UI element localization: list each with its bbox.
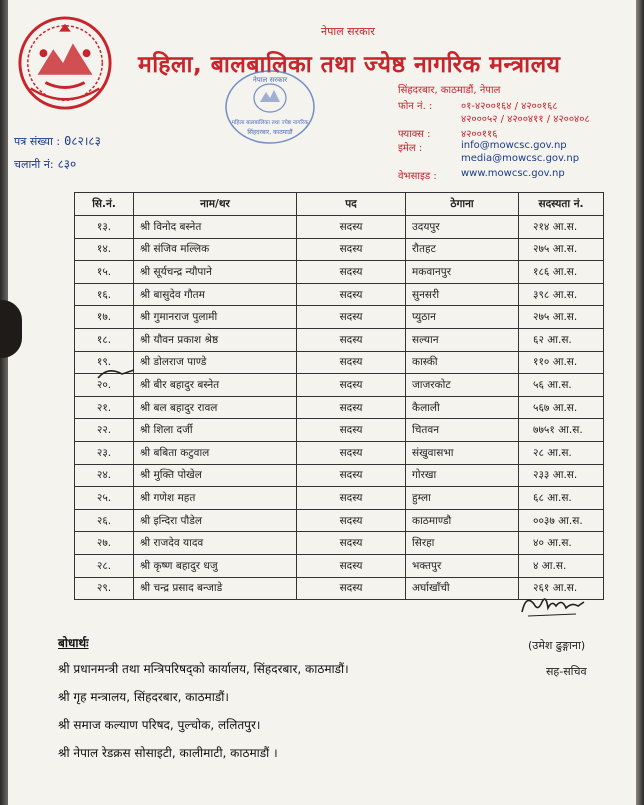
column-header-name: नाम/थर bbox=[134, 193, 297, 216]
email-label: इमेल : bbox=[398, 143, 423, 154]
post-cell: सदस्य bbox=[297, 396, 406, 419]
stamp-line-3: सिंहदरबार, काठमाडौं bbox=[247, 129, 293, 136]
members-table bbox=[74, 192, 604, 600]
serial-number-cell: १६. bbox=[75, 283, 134, 306]
serial-number-cell: २८. bbox=[75, 554, 134, 577]
membership-number-cell: ६२ आ.स. bbox=[519, 328, 604, 351]
post-cell: सदस्य bbox=[297, 487, 406, 510]
post-cell: सदस्य bbox=[297, 419, 406, 442]
serial-number-cell: २०. bbox=[75, 374, 134, 397]
column-header-post: पद bbox=[297, 193, 406, 216]
post-cell: सदस्य bbox=[297, 261, 406, 284]
membership-number-cell: २६१ आ.स. bbox=[519, 577, 604, 600]
table-row bbox=[75, 283, 604, 306]
signature-icon bbox=[518, 590, 588, 620]
serial-number-cell: २४. bbox=[75, 464, 134, 487]
cc-item-1: श्री प्रधानमन्त्री तथा मन्त्रिपरिषद्को कार्यालय, सिंहदरबार, काठमाडौं। bbox=[58, 662, 349, 676]
member-name-cell: श्री यौवन प्रकाश श्रेष्ठ bbox=[134, 328, 297, 351]
address-cell: संखुवासभा bbox=[406, 441, 519, 464]
membership-number-cell: ३९८ आ.स. bbox=[519, 283, 604, 306]
member-name-cell: श्री शिला दर्जी bbox=[134, 419, 297, 442]
fax-label: फ्याक्स : bbox=[398, 129, 431, 140]
member-name-cell: श्री संजिव मल्लिक bbox=[134, 238, 297, 261]
letter-page bbox=[6, 0, 638, 805]
table-row bbox=[75, 554, 604, 577]
member-name-cell: श्री राजदेव यादव bbox=[134, 532, 297, 555]
address-cell: हुम्ला bbox=[406, 487, 519, 510]
member-name-cell: श्री विनोद बस्नेत bbox=[134, 216, 297, 239]
office-stamp-icon bbox=[224, 68, 316, 146]
address-cell: अर्घाखाँची bbox=[406, 577, 519, 600]
serial-number-cell: १४. bbox=[75, 238, 134, 261]
table-row bbox=[75, 419, 604, 442]
membership-number-cell: ५६ आ.स. bbox=[519, 374, 604, 397]
table-row bbox=[75, 216, 604, 239]
email-info-link[interactable]: info@mowcsc.gov.np bbox=[461, 140, 567, 151]
address-cell: सल्यान bbox=[406, 328, 519, 351]
post-cell: सदस्य bbox=[297, 328, 406, 351]
table-row bbox=[75, 328, 604, 351]
serial-number-cell: २७. bbox=[75, 532, 134, 555]
address-cell: रौतहट bbox=[406, 238, 519, 261]
member-name-cell: श्री इन्दिरा पौडेल bbox=[134, 509, 297, 532]
member-name-cell: श्री बबिता कटुवाल bbox=[134, 441, 297, 464]
membership-number-cell: २८ आ.स. bbox=[519, 441, 604, 464]
post-cell: सदस्य bbox=[297, 464, 406, 487]
serial-number-cell: २६. bbox=[75, 509, 134, 532]
cc-item-2: श्री गृह मन्त्रालय, सिंहदरबार, काठमाडौं। bbox=[58, 690, 229, 704]
dispatch-number-row bbox=[14, 153, 101, 176]
serial-number-cell: २२. bbox=[75, 419, 134, 442]
table-row bbox=[75, 374, 604, 397]
photo-edge-right bbox=[636, 0, 644, 805]
dispatch-number-label: चलानी नं: bbox=[14, 158, 54, 171]
fax-number: ४२००११६ bbox=[461, 129, 498, 140]
letter-number-row bbox=[14, 130, 101, 153]
cc-item-3: श्री समाज कल्याण परिषद, पुल्चोक, ललितपुर। bbox=[58, 718, 261, 732]
serial-number-cell: १९. bbox=[75, 351, 134, 374]
address-cell: गोरखा bbox=[406, 464, 519, 487]
member-name-cell: श्री डोलराज पाण्डे bbox=[134, 351, 297, 374]
letter-number-label: पत्र संख्या : bbox=[14, 135, 61, 148]
serial-number-cell: १५. bbox=[75, 261, 134, 284]
government-title: नेपाल सरकार bbox=[321, 25, 375, 38]
member-name-cell: श्री बासुदेव गौतम bbox=[134, 283, 297, 306]
website-link[interactable]: www.mowcsc.gov.np bbox=[461, 168, 565, 179]
address-cell: काठमाण्डौ bbox=[406, 509, 519, 532]
post-cell: सदस्य bbox=[297, 351, 406, 374]
member-name-cell: श्री सूर्यचन्द्र न्यौपाने bbox=[134, 261, 297, 284]
member-name-cell: श्री कृष्ण बहादुर धजु bbox=[134, 554, 297, 577]
member-name-cell: श्री बल बहादुर रावल bbox=[134, 396, 297, 419]
letter-number: 0८२।८३ bbox=[64, 134, 101, 148]
table-row bbox=[75, 441, 604, 464]
table-row bbox=[75, 306, 604, 329]
post-cell: सदस्य bbox=[297, 532, 406, 555]
office-address: सिंहदरबार, काठमाडौं, नेपाल bbox=[398, 85, 501, 96]
membership-number-cell: २१४ आ.स. bbox=[519, 216, 604, 239]
dispatch-number: ८३० bbox=[57, 157, 77, 171]
serial-number-cell: २१. bbox=[75, 396, 134, 419]
phone-label: फोन नं. : bbox=[398, 101, 433, 112]
address-cell: सिरहा bbox=[406, 532, 519, 555]
membership-number-cell: ००३७ आ.स. bbox=[519, 509, 604, 532]
photo-edge-left bbox=[0, 0, 8, 805]
post-cell: सदस्य bbox=[297, 306, 406, 329]
signatory-title: सह-सचिव bbox=[546, 665, 587, 678]
website-label: वेभसाइड : bbox=[398, 171, 437, 182]
membership-number-cell: १८६ आ.स. bbox=[519, 261, 604, 284]
post-cell: सदस्य bbox=[297, 509, 406, 532]
address-cell: चितवन bbox=[406, 419, 519, 442]
post-cell: सदस्य bbox=[297, 216, 406, 239]
address-cell: सुनसरी bbox=[406, 283, 519, 306]
member-name-cell: श्री मुक्ति पोखेल bbox=[134, 464, 297, 487]
phone-line-1: ०१-४२००१६४ / ४२००१६८ bbox=[461, 101, 558, 112]
nepal-emblem-icon bbox=[16, 14, 114, 112]
address-cell: जाजरकोट bbox=[406, 374, 519, 397]
member-name-cell: श्री गणेश महत bbox=[134, 487, 297, 510]
post-cell: सदस्य bbox=[297, 374, 406, 397]
stamp-line-1: नेपाल सरकार bbox=[252, 76, 288, 84]
serial-number-cell: २९. bbox=[75, 577, 134, 600]
post-cell: सदस्य bbox=[297, 283, 406, 306]
table-row bbox=[75, 238, 604, 261]
signatory-name: (उमेश ढुङ्गाना) bbox=[528, 639, 586, 652]
table-row bbox=[75, 532, 604, 555]
membership-number-cell: ६८ आ.स. bbox=[519, 487, 604, 510]
post-cell: सदस्य bbox=[297, 238, 406, 261]
table-header-row bbox=[75, 193, 604, 216]
membership-number-cell: २७५ आ.स. bbox=[519, 306, 604, 329]
address-cell: मकवानपुर bbox=[406, 261, 519, 284]
address-cell: कैलाली bbox=[406, 396, 519, 419]
membership-number-cell: ११० आ.स. bbox=[519, 351, 604, 374]
member-name-cell: श्री गुमानराज पुलामी bbox=[134, 306, 297, 329]
reference-block bbox=[14, 130, 101, 176]
address-cell: उदयपुर bbox=[406, 216, 519, 239]
address-cell: प्युठान bbox=[406, 306, 519, 329]
column-header-sn: सि.नं. bbox=[75, 193, 134, 216]
table-row bbox=[75, 351, 604, 374]
pen-tick-mark-icon bbox=[96, 364, 136, 382]
member-name-cell: श्री बीर बहादुर बस्नेत bbox=[134, 374, 297, 397]
membership-number-cell: ५६७ आ.स. bbox=[519, 396, 604, 419]
column-header-address: ठेगाना bbox=[406, 193, 519, 216]
post-cell: सदस्य bbox=[297, 577, 406, 600]
email-media-link[interactable]: media@mowcsc.gov.np bbox=[461, 153, 580, 164]
membership-number-cell: ७७५१ आ.स. bbox=[519, 419, 604, 442]
table-row bbox=[75, 464, 604, 487]
serial-number-cell: २३. bbox=[75, 441, 134, 464]
serial-number-cell: १७. bbox=[75, 306, 134, 329]
post-cell: सदस्य bbox=[297, 441, 406, 464]
table-row bbox=[75, 487, 604, 510]
member-name-cell: श्री चन्द्र प्रसाद बन्जाडे bbox=[134, 577, 297, 600]
serial-number-cell: १३. bbox=[75, 216, 134, 239]
serial-number-cell: १८. bbox=[75, 328, 134, 351]
address-cell: कास्की bbox=[406, 351, 519, 374]
membership-number-cell: २३३ आ.स. bbox=[519, 464, 604, 487]
cc-label: बोधार्थः bbox=[58, 636, 89, 650]
cc-item-4: श्री नेपाल रेडक्रस सोसाइटी, कालीमाटी, काठमाडौं । bbox=[58, 746, 278, 760]
membership-number-cell: ४ आ.स. bbox=[519, 554, 604, 577]
table-row bbox=[75, 509, 604, 532]
address-cell: भक्तपुर bbox=[406, 554, 519, 577]
serial-number-cell: २५. bbox=[75, 487, 134, 510]
table-row bbox=[75, 261, 604, 284]
membership-number-cell: २७५ आ.स. bbox=[519, 238, 604, 261]
membership-number-cell: ४० आ.स. bbox=[519, 532, 604, 555]
phone-line-2: ४२०००५२ / ४२००४११ / ४२००४०८ bbox=[461, 114, 590, 125]
ministry-title: महिला, बालबालिका तथा ज्येष्ठ नागरिक मन्त्रालय bbox=[138, 52, 561, 78]
stamp-line-2: महिला बालबालिका तथा ज्येष्ठ नागरिक bbox=[231, 120, 309, 126]
table-row bbox=[75, 396, 604, 419]
post-cell: सदस्य bbox=[297, 554, 406, 577]
column-header-membership: सदस्यता नं. bbox=[519, 193, 604, 216]
